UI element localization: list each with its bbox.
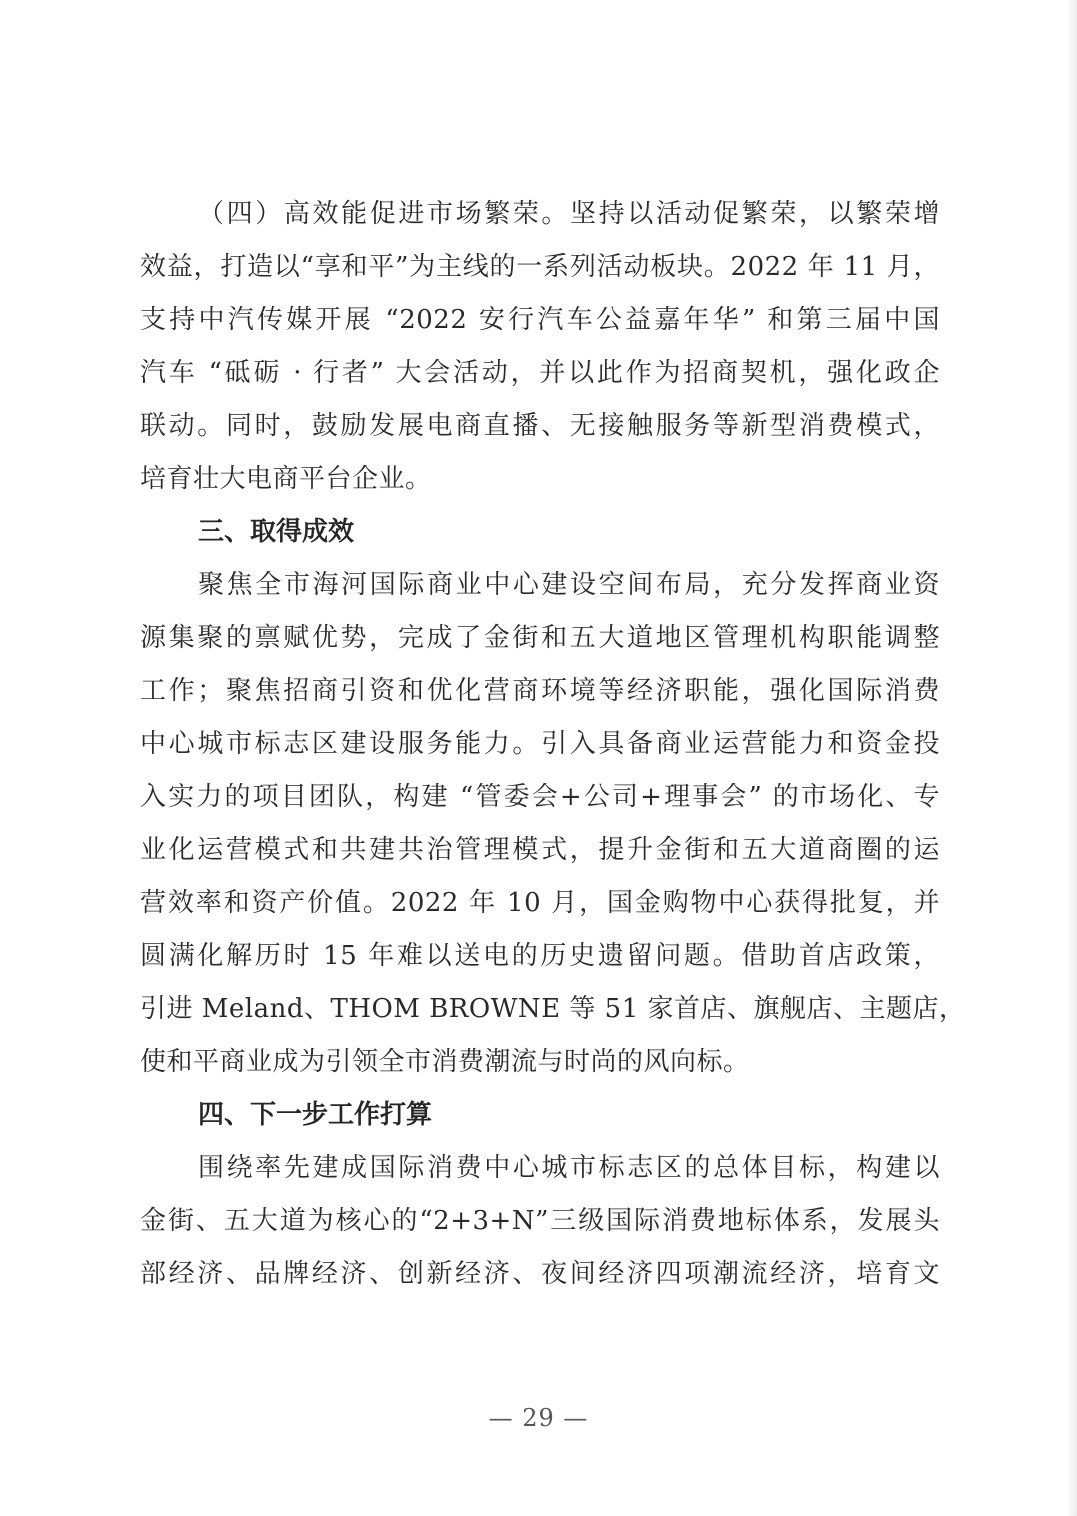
paragraph-line: 圆满化解历时 15 年难以送电的历史遗留问题。借助首店政策， (140, 941, 940, 971)
document-body (140, 188, 966, 1301)
section-heading-next-steps: 四、下一步工作打算 (198, 1100, 433, 1130)
section-heading-results: 三、取得成效 (198, 517, 355, 547)
page-edge-shadow (1067, 0, 1077, 1516)
paragraph-line: 联动。同时，鼓励发展电商直播、无接触服务等新型消费模式， (140, 411, 940, 441)
paragraph-line: 引进 Meland、THOM BROWNE 等 51 家首店、旗舰店、主题店， (140, 994, 966, 1024)
paragraph-line: 汽车 “砥砺 · 行者” 大会活动，并以此作为招商契机，强化政企 (140, 358, 940, 388)
paragraph-line: 部经济、品牌经济、创新经济、夜间经济四项潮流经济，培育文 (140, 1259, 940, 1289)
paragraph-line: 营效率和资产价值。2022 年 10 月，国金购物中心获得批复，并 (140, 888, 940, 918)
paragraph-line: 入实力的项目团队，构建 “管委会+公司+理事会” 的市场化、专 (140, 782, 940, 812)
paragraph-line: 工作；聚焦招商引资和优化营商环境等经济职能，强化国际消费 (140, 676, 940, 706)
paragraph-line: 支持中汽传媒开展 “2022 安行汽车公益嘉年华” 和第三届中国 (140, 305, 940, 335)
paragraph-line: 培育壮大电商平台企业。 (140, 464, 432, 494)
paragraph-line: 围绕率先建成国际消费中心城市标志区的总体目标，构建以 (198, 1153, 940, 1183)
paragraph-line: 源集聚的禀赋优势，完成了金街和五大道地区管理机构职能调整 (140, 623, 940, 653)
paragraph-line: 业化运营模式和共建共治管理模式，提升金街和五大道商圈的运 (140, 835, 940, 865)
paragraph-line: （四）高效能促进市场繁荣。坚持以活动促繁荣，以繁荣增 (198, 199, 940, 229)
page-number: — 29 — (488, 1404, 589, 1432)
paragraph-line: 聚焦全市海河国际商业中心建设空间布局，充分发挥商业资 (198, 570, 940, 600)
paragraph-line: 使和平商业成为引领全市消费潮流与时尚的风向标。 (140, 1047, 750, 1077)
paragraph-line: 效益，打造以“享和平”为主线的一系列活动板块。2022 年 11 月， (140, 252, 940, 282)
paragraph-line: 金街、五大道为核心的“2+3+N”三级国际消费地标体系，发展头 (140, 1206, 940, 1236)
paragraph-line: 中心城市标志区建设服务能力。引入具备商业运营能力和资金投 (140, 729, 940, 759)
